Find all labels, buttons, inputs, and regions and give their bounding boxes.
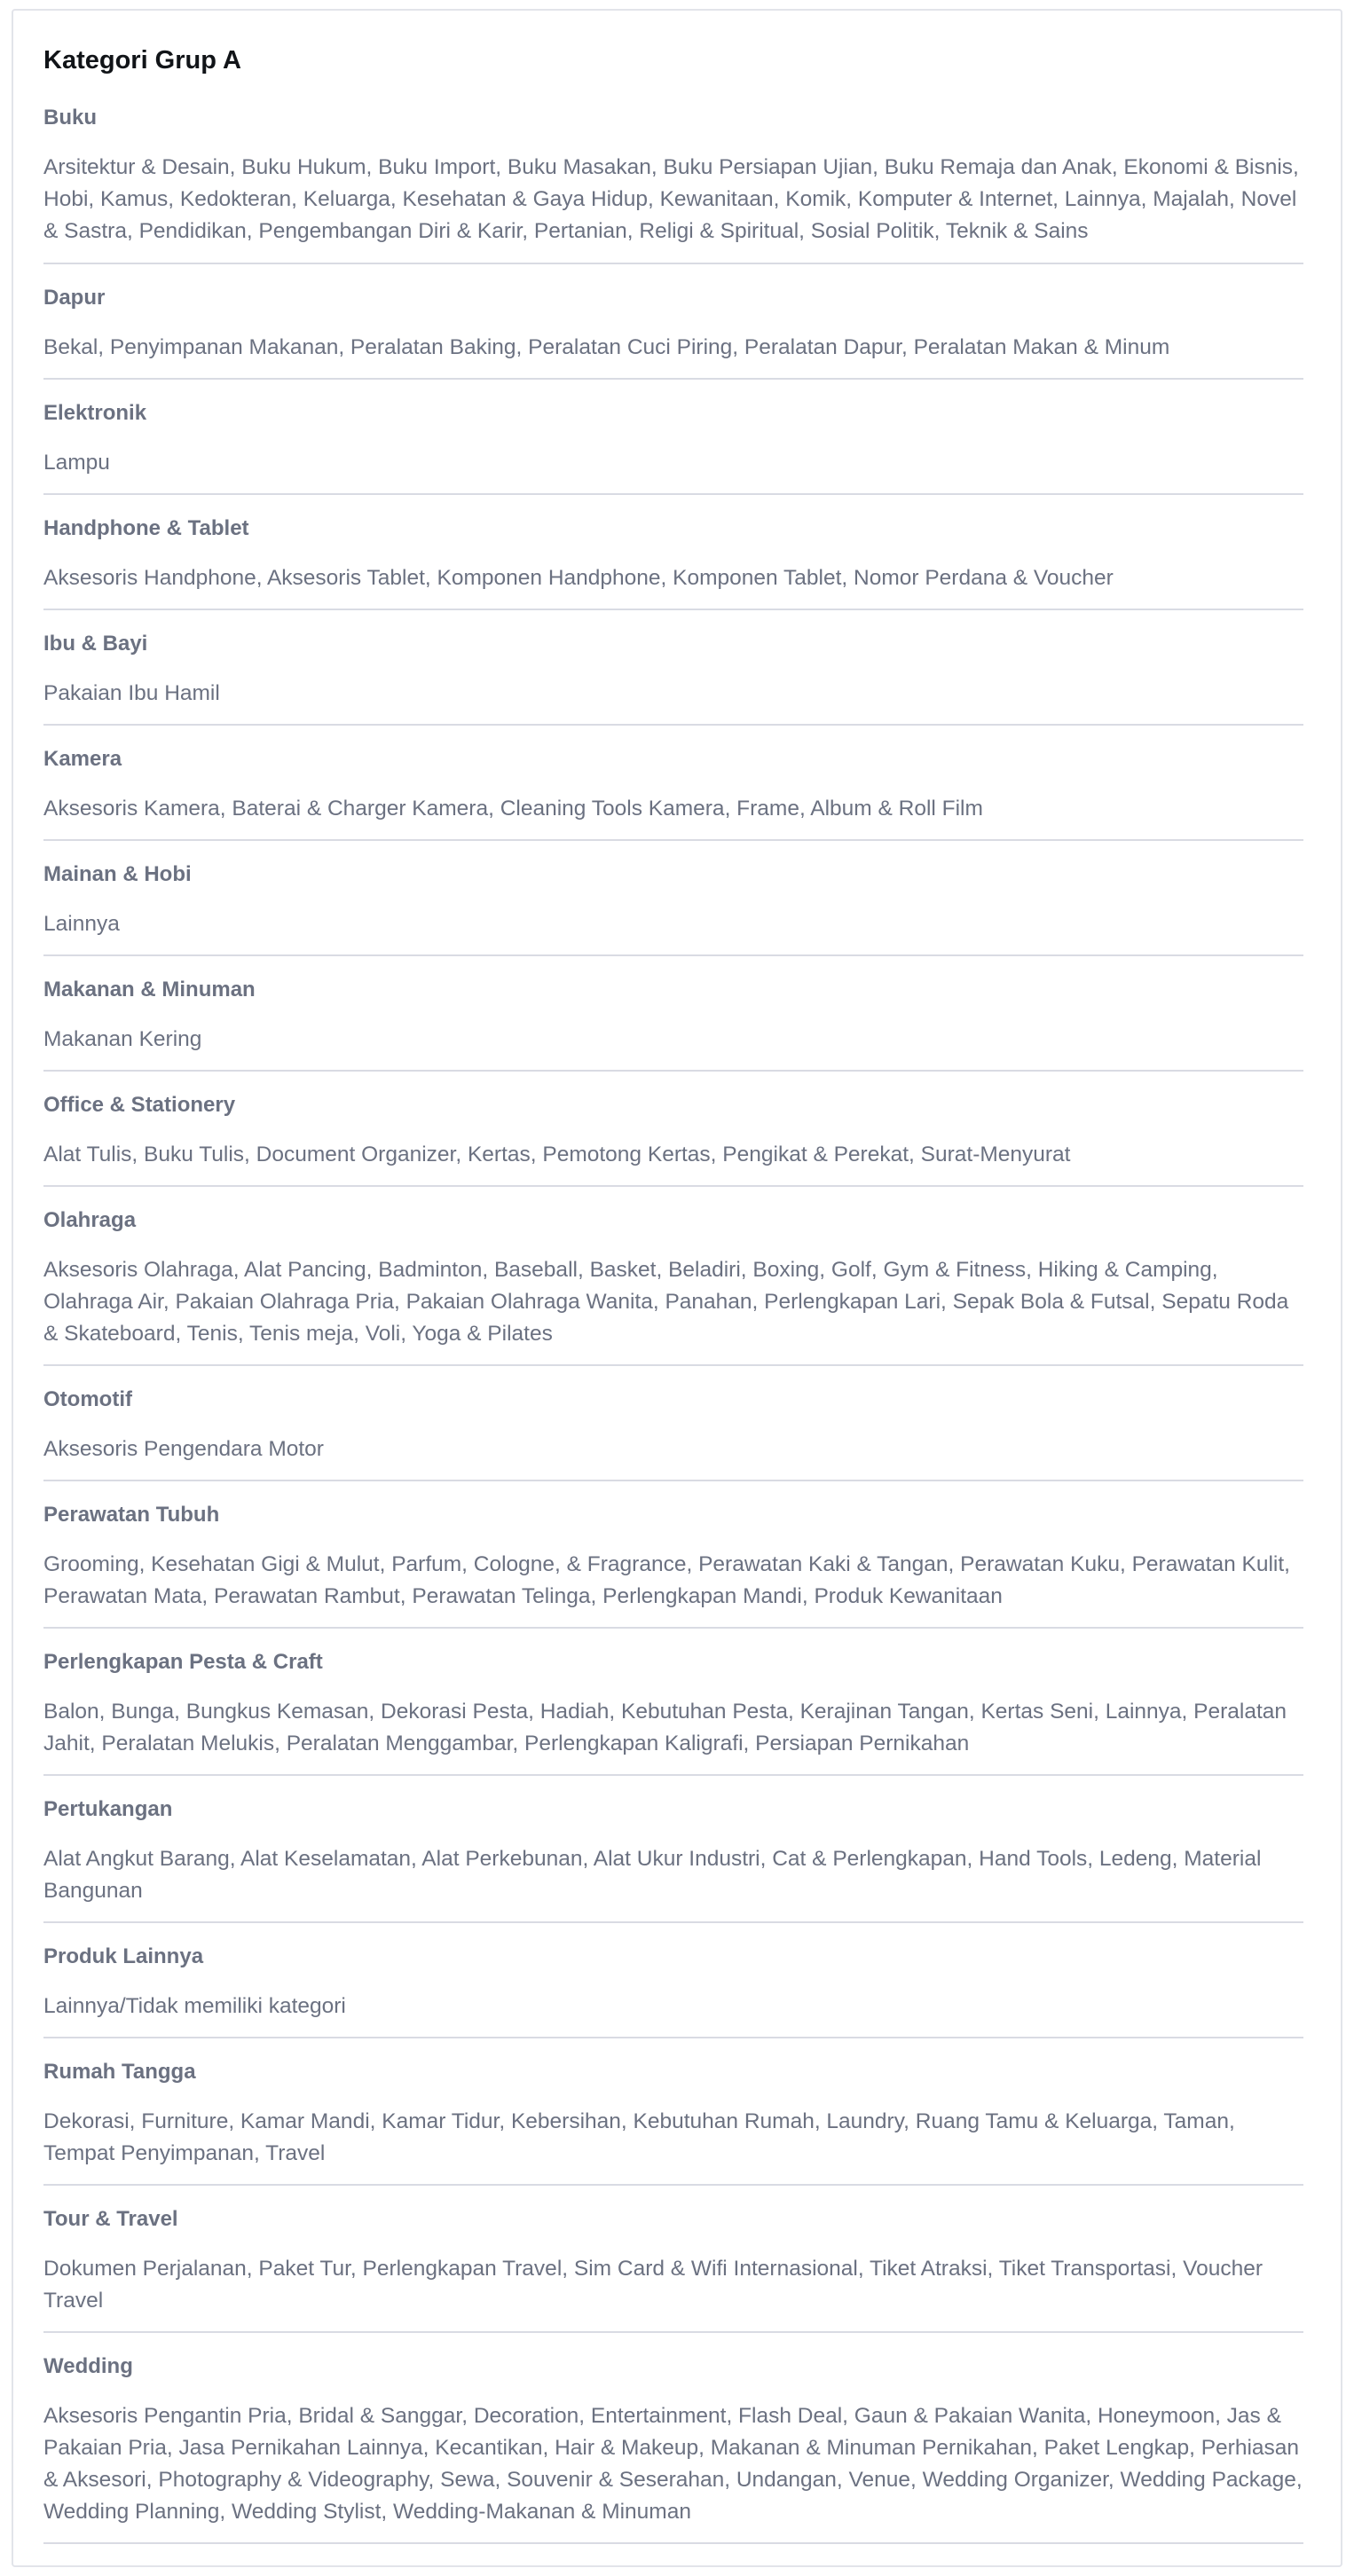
category-section-perlengkapan-pesta-craft bbox=[43, 1648, 1303, 1760]
category-section-office-stationery bbox=[43, 1091, 1303, 1171]
category-heading: Rumah Tangga bbox=[43, 2060, 196, 2084]
category-section-elektronik bbox=[43, 399, 1303, 479]
category-section-wedding bbox=[43, 2352, 1303, 2528]
category-divider bbox=[43, 263, 1303, 264]
category-section-produk-lainnya bbox=[43, 1943, 1303, 2022]
page-title: Kategori Grup A bbox=[43, 46, 241, 75]
category-section-pertukangan bbox=[43, 1795, 1303, 1907]
category-subcategories: Dekorasi, Furniture, Kamar Mandi, Kamar Tidur, Kebersihan, Kebutuhan Rumah, Laundry, Ruang Tamu & Keluarga, Taman, Tempat Penyimpanan, Travel bbox=[43, 2109, 1235, 2165]
category-subcategories: Dokumen Perjalanan, Paket Tur, Perlengkapan Travel, Sim Card & Wifi Internasional, Tiket Atraksi, Tiket Transportasi, Voucher Travel bbox=[43, 2257, 1263, 2313]
category-divider bbox=[43, 2184, 1303, 2186]
category-subcategories: Aksesoris Pengantin Pria, Bridal & Sanggar, Decoration, Entertainment, Flash Deal, Gaun & Pakaian Wanita, Honeymoon, Jas & Pakaian Pria, Jasa Pernikahan Lainnya, Kecantikan, Hair & Makeup, Makanan & Minuman Pernikahan, Paket Lengkap, Perhiasan & Aksesori, Photography & Videography, Sewa, Souvenir & Seserahan, Undangan, Venue, Wedding Organizer, Wedding Package, Wedding Planning, Wedding Stylist, Wedding-Makanan & Minuman bbox=[43, 2404, 1303, 2524]
category-subcategories: Lainnya bbox=[43, 912, 120, 936]
category-subcategories: Aksesoris Kamera, Baterai & Charger Kamera, Cleaning Tools Kamera, Frame, Album & Roll Film bbox=[43, 797, 983, 821]
category-heading: Mainan & Hobi bbox=[43, 862, 192, 886]
category-heading: Handphone & Tablet bbox=[43, 516, 249, 540]
category-subcategories: Bekal, Penyimpanan Makanan, Peralatan Baking, Peralatan Cuci Piring, Peralatan Dapur, Peralatan Makan & Minum bbox=[43, 335, 1170, 359]
category-section-kamera bbox=[43, 745, 1303, 825]
category-heading: Tour & Travel bbox=[43, 2207, 178, 2231]
category-heading: Perawatan Tubuh bbox=[43, 1503, 220, 1527]
category-section-rumah-tangga bbox=[43, 2058, 1303, 2170]
category-heading: Otomotif bbox=[43, 1387, 132, 1411]
category-divider bbox=[43, 1070, 1303, 1072]
category-section-buku bbox=[43, 104, 1303, 247]
category-section-otomotif bbox=[43, 1386, 1303, 1465]
category-heading: Wedding bbox=[43, 2354, 133, 2378]
category-divider bbox=[43, 1627, 1303, 1629]
category-subcategories: Pakaian Ibu Hamil bbox=[43, 681, 220, 705]
category-divider bbox=[43, 724, 1303, 726]
category-section-makanan-minuman bbox=[43, 976, 1303, 1056]
category-heading: Kamera bbox=[43, 747, 122, 771]
category-divider bbox=[43, 1185, 1303, 1187]
category-divider bbox=[43, 1921, 1303, 1923]
category-divider bbox=[43, 954, 1303, 956]
category-section-handphone-tablet bbox=[43, 514, 1303, 594]
category-subcategories: Arsitektur & Desain, Buku Hukum, Buku Import, Buku Masakan, Buku Persiapan Ujian, Buku Remaja dan Anak, Ekonomi & Bisnis, Hobi, Kamus, Kedokteran, Keluarga, Kesehatan & Gaya Hidup, Kewanitaan, Komik, Komputer & Internet, Lainnya, Majalah, Novel & Sastra, Pendidikan, Pengembangan Diri & Karir, Pertanian, Religi & Spiritual, Sosial Politik, Teknik & Sains bbox=[43, 155, 1299, 243]
category-divider bbox=[43, 2331, 1303, 2333]
category-divider bbox=[43, 839, 1303, 841]
category-section-perawatan-tubuh bbox=[43, 1501, 1303, 1613]
category-section-mainan-hobi bbox=[43, 860, 1303, 940]
category-heading: Buku bbox=[43, 106, 97, 130]
category-divider bbox=[43, 378, 1303, 380]
category-heading: Olahraga bbox=[43, 1208, 137, 1232]
category-divider bbox=[43, 2037, 1303, 2038]
category-heading: Pertukangan bbox=[43, 1797, 173, 1821]
category-section-tour-travel bbox=[43, 2205, 1303, 2317]
category-section-ibu-bayi bbox=[43, 630, 1303, 710]
category-subcategories: Balon, Bunga, Bungkus Kemasan, Dekorasi Pesta, Hadiah, Kebutuhan Pesta, Kerajinan Tangan, Kertas Seni, Lainnya, Peralatan Jahit, Peralatan Melukis, Peralatan Menggambar, Perlengkapan Kaligrafi, Persiapan Pernikahan bbox=[43, 1700, 1287, 1755]
category-card bbox=[12, 9, 1342, 2567]
category-subcategories: Alat Angkut Barang, Alat Keselamatan, Alat Perkebunan, Alat Ukur Industri, Cat & Perlengkapan, Hand Tools, Ledeng, Material Bangunan bbox=[43, 1847, 1262, 1903]
category-subcategories: Aksesoris Handphone, Aksesoris Tablet, Komponen Handphone, Komponen Tablet, Nomor Perdana & Voucher bbox=[43, 566, 1114, 590]
category-divider bbox=[43, 2542, 1303, 2544]
category-heading: Elektronik bbox=[43, 401, 147, 425]
category-subcategories: Makanan Kering bbox=[43, 1027, 202, 1051]
category-divider bbox=[43, 1364, 1303, 1366]
category-section-olahraga bbox=[43, 1206, 1303, 1350]
category-heading: Dapur bbox=[43, 286, 106, 310]
category-heading: Ibu & Bayi bbox=[43, 632, 148, 656]
category-divider bbox=[43, 609, 1303, 610]
category-subcategories: Lainnya/Tidak memiliki kategori bbox=[43, 1994, 346, 2018]
category-section-dapur bbox=[43, 284, 1303, 364]
category-heading: Makanan & Minuman bbox=[43, 978, 256, 1001]
category-divider bbox=[43, 1774, 1303, 1776]
category-heading: Office & Stationery bbox=[43, 1093, 236, 1117]
category-subcategories: Lampu bbox=[43, 451, 110, 475]
category-subcategories: Aksesoris Pengendara Motor bbox=[43, 1437, 324, 1461]
category-divider bbox=[43, 493, 1303, 495]
category-subcategories: Aksesoris Olahraga, Alat Pancing, Badminton, Baseball, Basket, Beladiri, Boxing, Golf, Gym & Fitness, Hiking & Camping, Olahraga Air, Pakaian Olahraga Pria, Pakaian Olahraga Wanita, Panahan, Perlengkapan Lari, Sepak Bola & Futsal, Sepatu Roda & Skateboard, Tenis, Tenis meja, Voli, Yoga & Pilates bbox=[43, 1258, 1289, 1346]
category-subcategories: Alat Tulis, Buku Tulis, Document Organizer, Kertas, Pemotong Kertas, Pengikat & Perekat, Surat-Menyurat bbox=[43, 1143, 1071, 1166]
category-heading: Perlengkapan Pesta & Craft bbox=[43, 1650, 323, 1674]
category-heading: Produk Lainnya bbox=[43, 1944, 204, 1968]
category-subcategories: Grooming, Kesehatan Gigi & Mulut, Parfum, Cologne, & Fragrance, Perawatan Kaki & Tangan, Perawatan Kuku, Perawatan Kulit, Perawatan Mata, Perawatan Rambut, Perawatan Telinga, Perlengkapan Mandi, Produk Kewanitaan bbox=[43, 1552, 1290, 1608]
category-divider bbox=[43, 1480, 1303, 1481]
